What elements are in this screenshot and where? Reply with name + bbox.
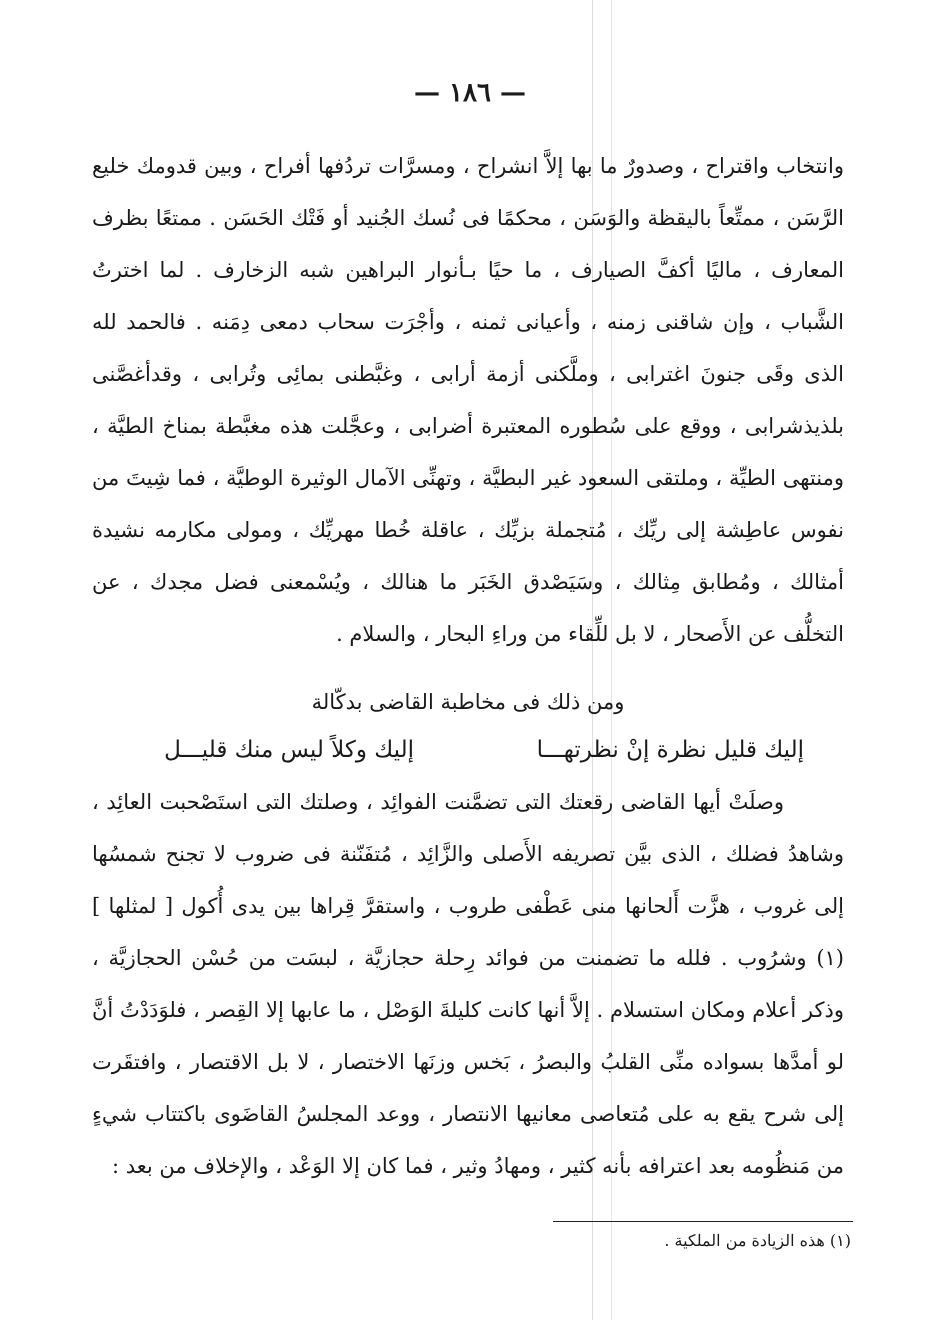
page-number: — ١٨٦ — [413, 78, 527, 108]
paragraph-letter-body: وانتخاب واقتراح ، وصدورٌ ما بها إلاَّ انشراح ، ومسرَّات تردُفها أفراح ، وبين قدومك خليع الرَّسَن ، ممتِّعاً باليقظة والوَسَن ، محكمًا فى نُسك الجُنيد أو فَتْك الحَسَن . ممتعًا بظرف المعارف ، ماليًا أكفَّ الصيارف ، ما حيًا بـأنوار البراهين شبه الزخارف . لما اخترتُ الشَّباب ، وإن شاقنى زمنه ، وأعيانى ثمنه ، وأجْرَت سحاب دمعى دِمَنه . فالحمد لله الذى وقَى جنونَ اغترابى ، وملَّكنى أزمة أرابى ، وغبَّطنى بمائِى وتُرابى ، وقدأغصَّنى بلذيذشرابى ، ووقع على سُطوره المعتبرة أضرابى ، وعجَّلت هذه مغبَّطة بمناخ الطيَّة ، ومنتهى الطيِّة ، وملتقى السعود غير البطيَّة ، وتهنِّى الآمال الوثيرة الوطيَّة ، فما شِيتَ من نفوس عاطِشة إلى ريِّك ، مُتجملة بزيِّك ، عاقلة خُطا مهريِّك ، ومولى مكارمه نشيدة أمثالك ، ومُطابق مِثالك ، وسَيَصْدق الخَبَر ما هنالك ، ويُسْمعنى فضل مجدك ، عن التخلُّف عن الأَصحار ، لا بل للِّقاء من وراءِ البحار ، والسلام . [92, 154, 845, 646]
paragraph-reply-body: وصلَتْ أيها القاضى رقعتك التى تضمَّنت الفوائِد ، وصلتك التى استَصْحبت العائِد ، وشاهدُ فضلك ، الذى بيَّن تصريفه الأَصلى والزَّائِد ، مُتفَنّنة فى ضروب لا تجنح شمسُها إلى غروب ، هزَّت أَلحانها منى عَطْفى طروب ، واستقرَّ قِراها بين يدى أُكول [ لمثلها ] (١) وشرُوب . فلله ما تضمنت من فوائد رِحلة حجازيَّة ، لبسَت من حُسْن الحجازيَّة ، وذكر أعلام ومكان استسلام . إلاَّ أنها كانت كليلةَ الوَصْل ، ما عابها إلا القِصر ، فلوَدَدْتُ أنَّ لو أمدَّها بسواده منِّى القلبُ والبصرُ ، بَخس وزنَها الاختصار ، لا بل الاقتصار ، وافتقَرت إلى شرح يقع به على مُتعاصى معانيها الانتصار ، ووعد المجلسُ القاضَوى باكتتاب شيءٍ من مَنظُومه بعد اعترافه بأنه كثير ، ومهادُ وثير ، فما كان إلا الوَعْد ، والإخلاف من بعد : [92, 790, 844, 1178]
verse-first-hemistich: إليك قليل نظرة إنْ نظرتهـــا [536, 737, 804, 763]
footnote: (١) هذه الزيادة من الملكية . [664, 1231, 851, 1250]
footnote-divider [553, 1221, 853, 1222]
section-heading: ومن ذلك فى مخاطبة القاضى بدكّالة [311, 690, 625, 714]
verse-second-hemistich: إليك وكلاً ليس منك قليـــل [164, 737, 414, 763]
